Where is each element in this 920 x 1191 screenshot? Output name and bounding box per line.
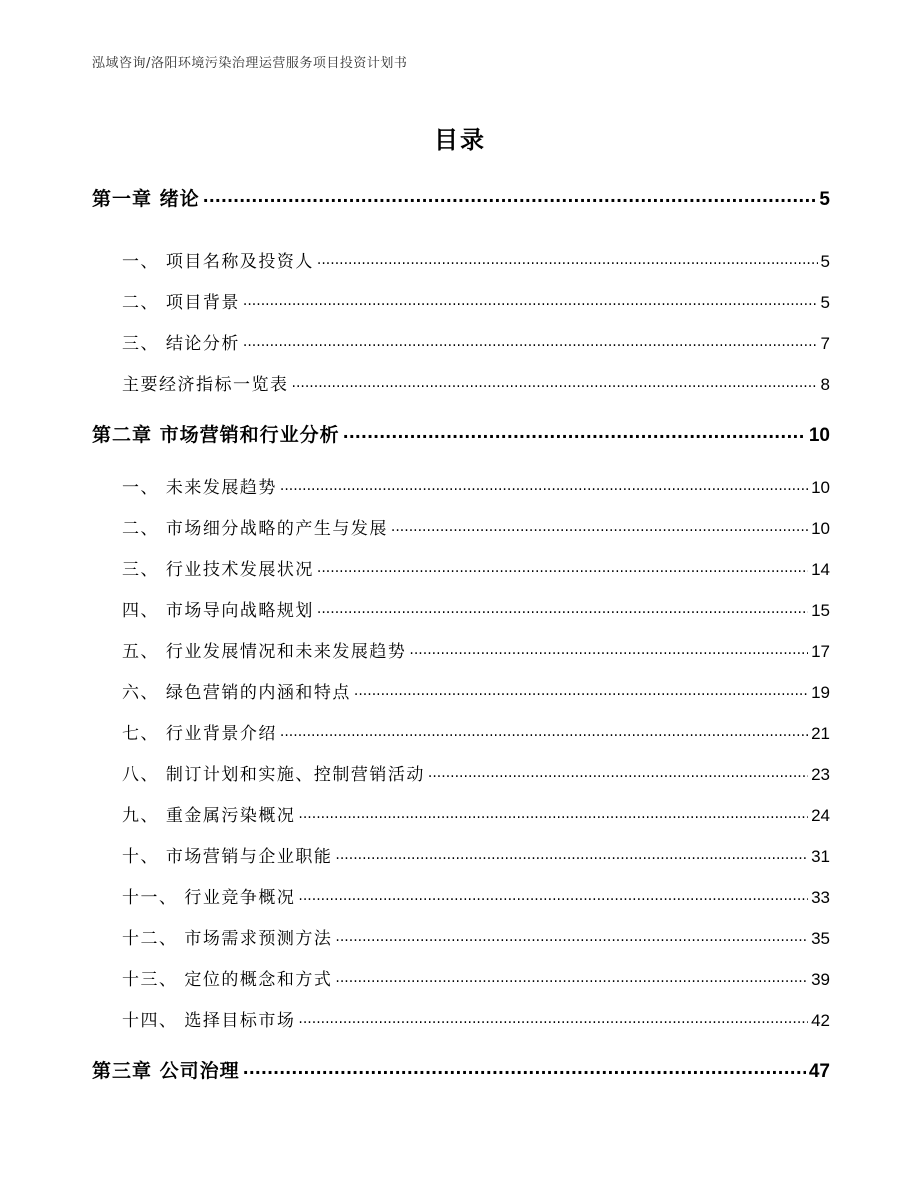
toc-entry-label: 三、 行业技术发展状况 [122,560,314,580]
toc-leader-dots [280,476,808,493]
toc-entry-label: 七、 行业背景介绍 [122,724,277,744]
toc-leader-dots [343,422,806,441]
toc-entry-label: 主要经济指标一览表 [122,375,289,395]
toc-leader-dots [243,1058,806,1077]
toc-page-number: 5 [820,252,830,271]
toc-entry-label: 六、 绿色营销的内涵和特点 [122,683,351,703]
toc-section[interactable] [122,678,830,703]
toc-page-number: 42 [811,1011,830,1030]
toc-section[interactable] [122,514,830,539]
toc-page-number: 31 [811,847,830,866]
toc-leader-dots [391,517,808,534]
toc-entry-label: 八、 制订计划和实施、控制营销活动 [122,765,425,785]
toc-entry-label: 一、 未来发展趋势 [122,478,277,498]
toc-leader-dots [317,250,818,267]
toc-section[interactable] [122,596,830,621]
toc-page-number: 8 [820,375,830,394]
toc-section[interactable] [122,719,830,744]
toc-leader-dots [298,886,808,903]
toc-leader-dots [409,640,808,657]
toc-leader-dots [428,763,808,780]
toc-section[interactable] [122,288,830,313]
toc-entry-label: 九、 重金属污染概况 [122,806,296,826]
toc-entry-label: 十、 市场营销与企业职能 [122,847,333,867]
toc-entry-label: 十二、 市场需求预测方法 [122,929,333,949]
toc-leader-dots [335,927,808,944]
toc-page-number: 47 [808,1061,830,1082]
toc-page-number: 7 [820,334,830,353]
toc-chapter-2[interactable] [92,420,830,447]
toc-section[interactable] [122,760,830,785]
toc-entry-label: 二、 项目背景 [122,293,240,313]
toc-page-number: 17 [811,642,830,661]
toc-section[interactable] [122,329,830,354]
toc-entry-label: 一、 项目名称及投资人 [122,252,314,272]
toc-leader-dots [243,332,818,349]
toc-leader-dots [354,681,808,698]
toc-leader-dots [203,186,817,205]
toc-leader-dots [335,968,808,985]
toc-entry-label: 二、 市场细分战略的产生与发展 [122,519,388,539]
toc-chapter-1[interactable] [92,184,830,211]
toc-leader-dots [317,558,808,575]
toc-section[interactable] [122,1006,830,1031]
toc-page-number: 39 [811,970,830,989]
toc-entry-label: 四、 市场导向战略规划 [122,601,314,621]
toc-section[interactable] [122,924,830,949]
toc-page-number: 33 [811,888,830,907]
toc-leader-dots [298,804,808,821]
toc-page-number: 10 [811,519,830,538]
toc-leader-dots [298,1009,808,1026]
toc-entry-label: 三、 结论分析 [122,334,240,354]
toc-page-number: 5 [820,293,830,312]
toc-chapter-3[interactable] [92,1056,830,1083]
toc-leader-dots [280,722,808,739]
toc-page-number: 10 [811,478,830,497]
toc-page-number: 23 [811,765,830,784]
toc-page-number: 15 [811,601,830,620]
toc-leader-dots [243,291,818,308]
toc-entry-label: 十三、 定位的概念和方式 [122,970,333,990]
toc-section[interactable] [122,842,830,867]
page-title: 目录 [434,126,486,154]
toc-section[interactable] [122,883,830,908]
toc-entry-label: 十一、 行业竞争概况 [122,888,296,908]
toc-section[interactable] [122,965,830,990]
toc-section[interactable] [122,370,830,395]
toc-page-number: 19 [811,683,830,702]
toc-section[interactable] [122,247,830,272]
header-divider [92,79,828,80]
toc-section[interactable] [122,801,830,826]
toc-page-number: 5 [819,189,830,210]
toc-entry-label: 第二章 市场营销和行业分析 [92,424,340,446]
toc-section[interactable] [122,637,830,662]
toc-section[interactable] [122,473,830,498]
toc-entry-label: 五、 行业发展情况和未来发展趋势 [122,642,407,662]
running-header: 泓域咨询/洛阳环境污染治理运营服务项目投资计划书 [92,56,408,71]
toc-leader-dots [317,599,808,616]
toc-page-number: 14 [811,560,830,579]
toc-page-number: 10 [808,425,830,446]
toc-entry-label: 第三章 公司治理 [92,1060,240,1082]
toc-page-number: 21 [811,724,830,743]
toc-leader-dots [292,373,818,390]
toc-section[interactable] [122,555,830,580]
toc-entry-label: 十四、 选择目标市场 [122,1011,296,1031]
toc-page-number: 24 [811,806,830,825]
toc-entry-label: 第一章 绪论 [92,188,200,210]
toc-leader-dots [335,845,808,862]
toc-page-number: 35 [811,929,830,948]
